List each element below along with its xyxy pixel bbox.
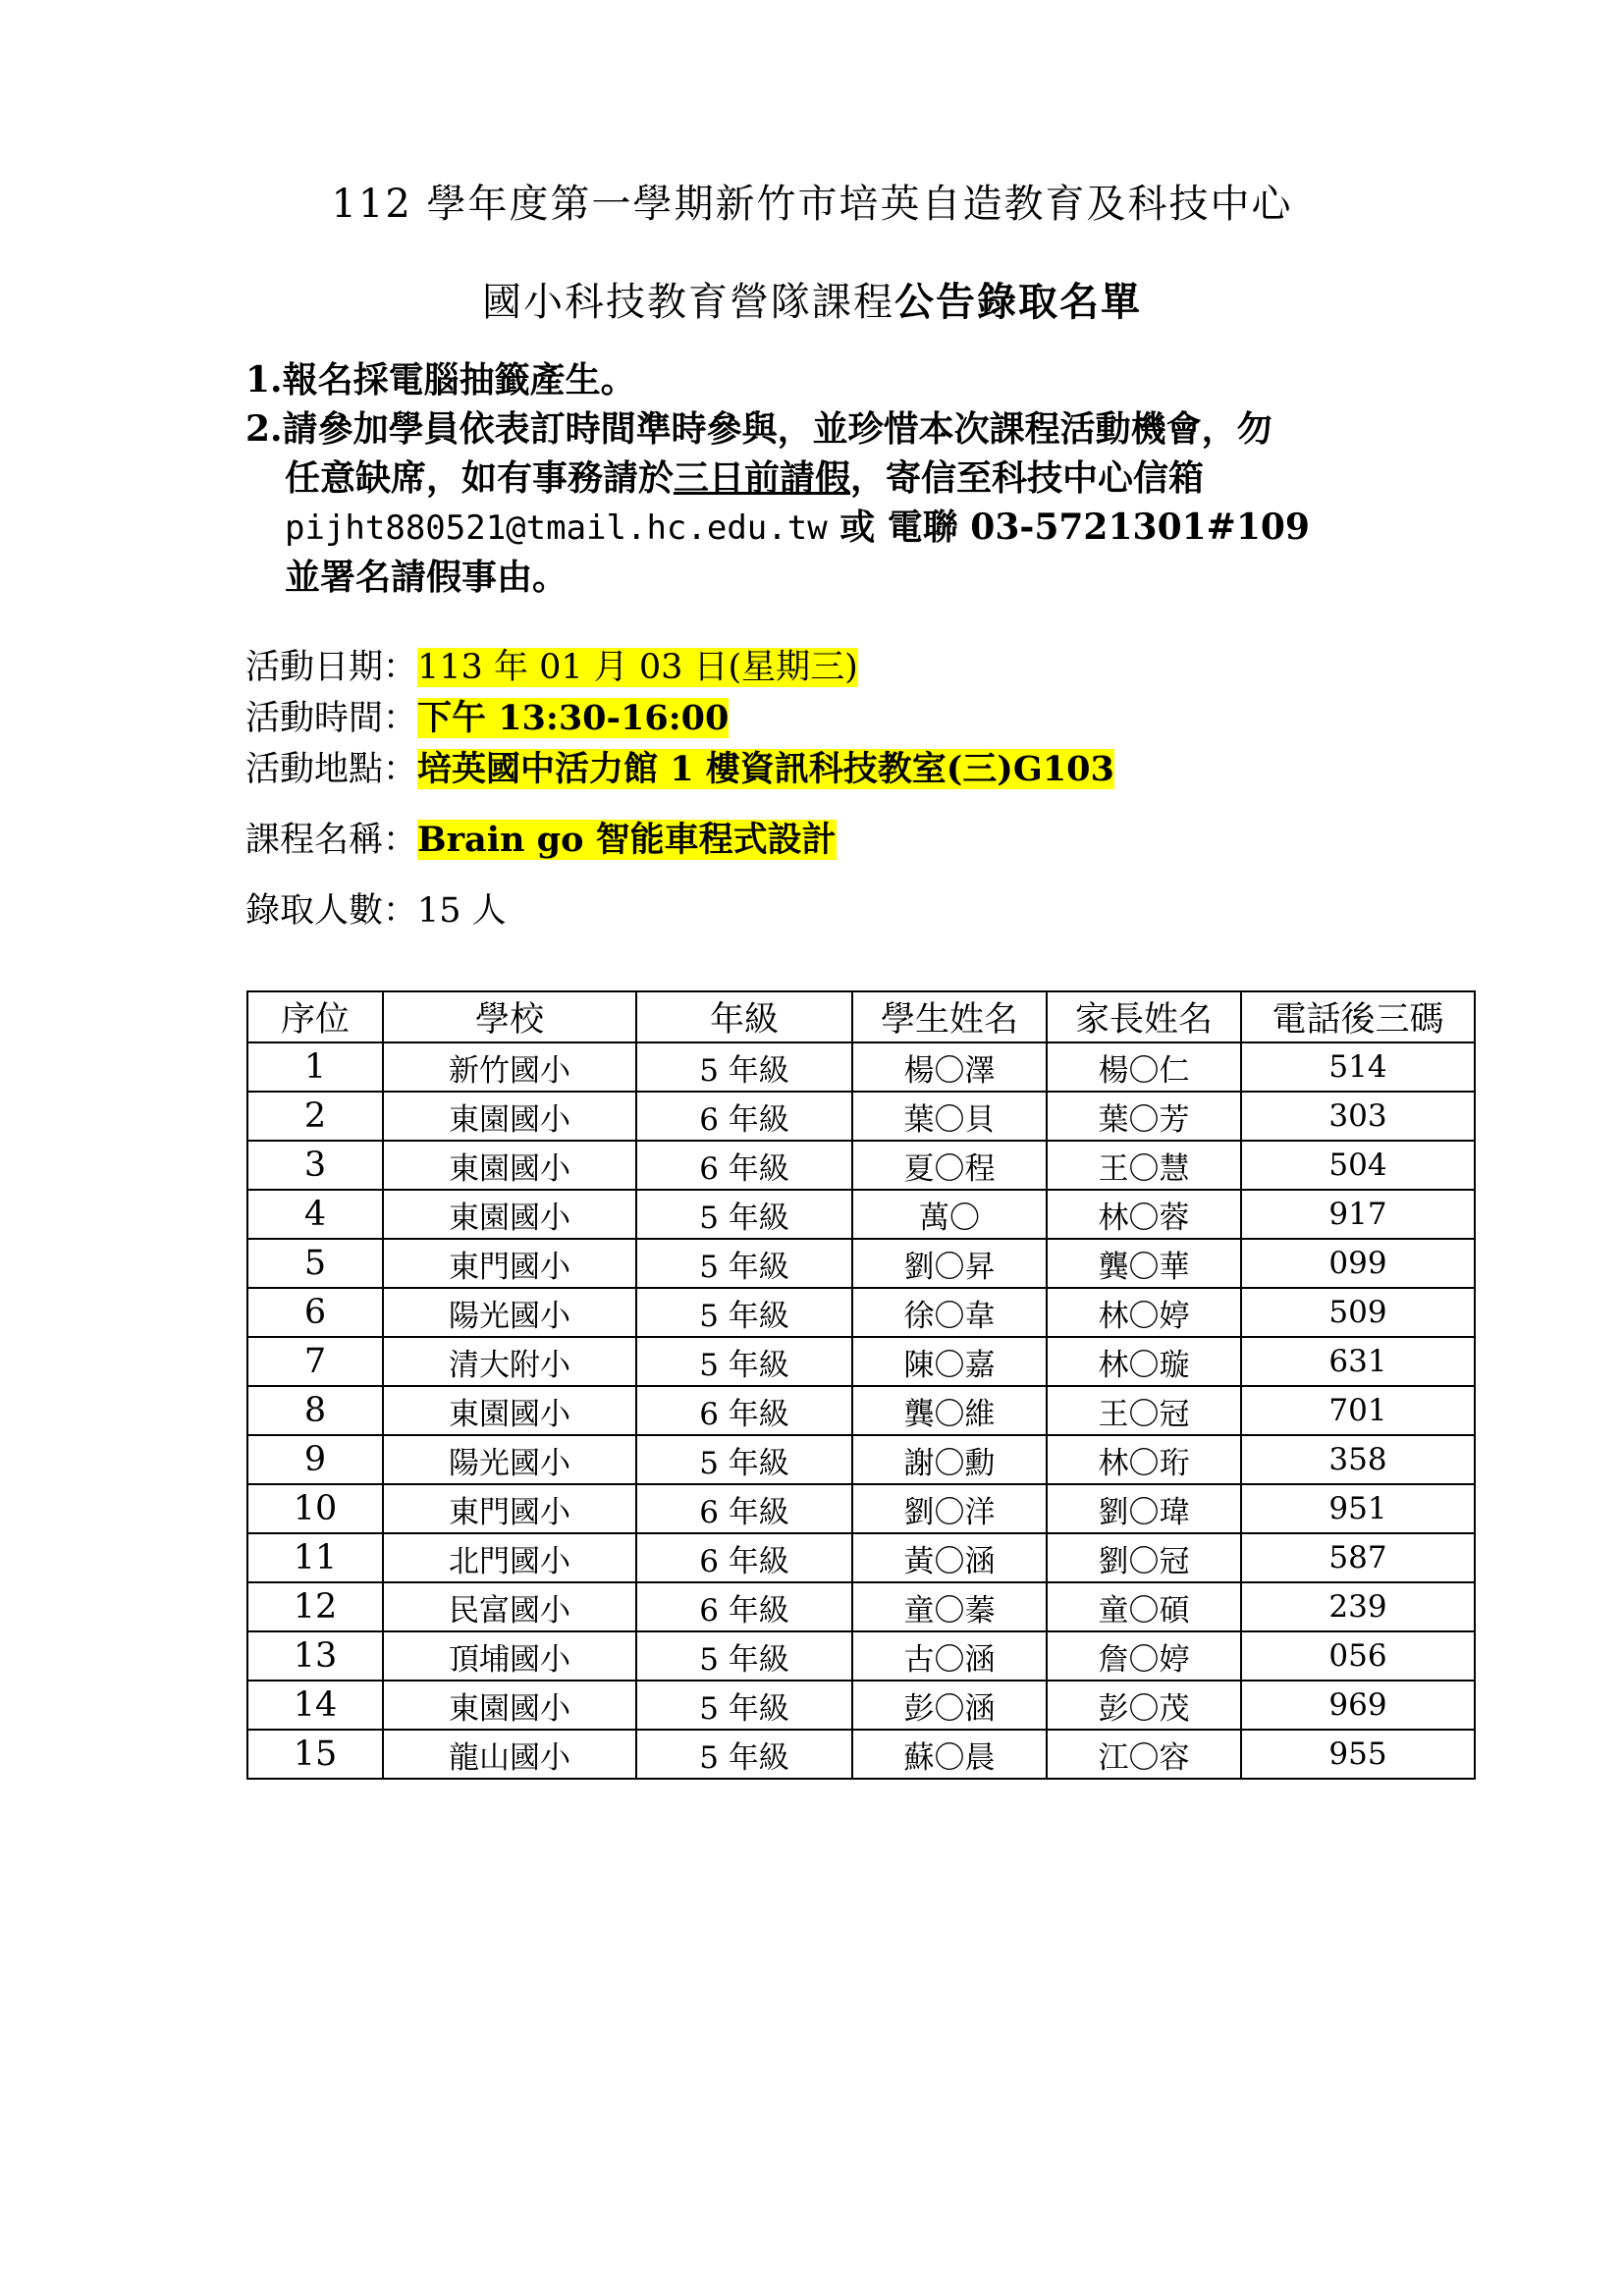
cell-grade: 5 年級 bbox=[636, 1681, 852, 1730]
cell-student-name: 楊〇澤 bbox=[852, 1042, 1047, 1092]
table-row bbox=[247, 1582, 1475, 1631]
cell-grade: 6 年級 bbox=[636, 1141, 852, 1190]
cell-seq: 1 bbox=[247, 1042, 383, 1092]
header-phone-last3: 電話後三碼 bbox=[1241, 991, 1475, 1042]
table-row bbox=[247, 1239, 1475, 1288]
cell-phone-last3: 099 bbox=[1241, 1239, 1475, 1288]
cell-parent-name: 林〇蓉 bbox=[1047, 1190, 1241, 1239]
time-label: 活動時間： bbox=[245, 699, 418, 738]
cell-student-name: 黃〇涵 bbox=[852, 1533, 1047, 1582]
cell-seq: 6 bbox=[247, 1288, 383, 1337]
cell-student-name: 徐〇韋 bbox=[852, 1288, 1047, 1337]
note-1: 1.報名採電腦抽籤產生。 bbox=[245, 359, 636, 400]
cell-seq: 9 bbox=[247, 1435, 383, 1484]
info-date bbox=[245, 644, 858, 691]
note-2-b-underline: 三日前請假 bbox=[674, 457, 851, 499]
cell-seq: 3 bbox=[247, 1141, 383, 1190]
cell-school: 陽光國小 bbox=[383, 1288, 636, 1337]
cell-student-name: 童〇蓁 bbox=[852, 1582, 1047, 1631]
info-count bbox=[245, 887, 507, 934]
cell-school: 東園國小 bbox=[383, 1190, 636, 1239]
cell-phone-last3: 631 bbox=[1241, 1337, 1475, 1386]
count-label: 錄取人數： bbox=[245, 891, 418, 931]
cell-parent-name: 林〇璇 bbox=[1047, 1337, 1241, 1386]
cell-school: 東園國小 bbox=[383, 1092, 636, 1141]
cell-student-name: 彭〇涵 bbox=[852, 1681, 1047, 1730]
cell-phone-last3: 951 bbox=[1241, 1484, 1475, 1533]
header-seq: 序位 bbox=[247, 991, 383, 1042]
cell-phone-last3: 509 bbox=[1241, 1288, 1475, 1337]
cell-seq: 12 bbox=[247, 1582, 383, 1631]
table-row bbox=[247, 1681, 1475, 1730]
cell-phone-last3: 056 bbox=[1241, 1631, 1475, 1681]
count-value: 15 人 bbox=[417, 891, 507, 931]
table-row bbox=[247, 1042, 1475, 1092]
cell-parent-name: 王〇冠 bbox=[1047, 1386, 1241, 1435]
cell-seq: 15 bbox=[247, 1730, 383, 1779]
document-title: 112 學年度第一學期新竹市培英自造教育及科技中心 bbox=[331, 182, 1293, 227]
cell-grade: 5 年級 bbox=[636, 1631, 852, 1681]
cell-seq: 5 bbox=[247, 1239, 383, 1288]
cell-school: 陽光國小 bbox=[383, 1435, 636, 1484]
cell-grade: 5 年級 bbox=[636, 1042, 852, 1092]
info-time bbox=[245, 695, 729, 742]
cell-school: 東門國小 bbox=[383, 1484, 636, 1533]
header-parent-name: 家長姓名 bbox=[1047, 991, 1241, 1042]
place-value: 培英國中活力館 1 樓資訊科技教室(三)G103 bbox=[417, 749, 1114, 789]
cell-student-name: 葉〇貝 bbox=[852, 1092, 1047, 1141]
cell-parent-name: 楊〇仁 bbox=[1047, 1042, 1241, 1092]
cell-grade: 6 年級 bbox=[636, 1092, 852, 1141]
cell-school: 頂埔國小 bbox=[383, 1631, 636, 1681]
cell-school: 新竹國小 bbox=[383, 1042, 636, 1092]
note-2-line-d: 並署名請假事由。 bbox=[285, 557, 568, 598]
cell-phone-last3: 358 bbox=[1241, 1435, 1475, 1484]
table-row bbox=[247, 1386, 1475, 1435]
header-school: 學校 bbox=[383, 991, 636, 1042]
time-value: 下午 13:30-16:00 bbox=[417, 698, 730, 738]
cell-seq: 4 bbox=[247, 1190, 383, 1239]
cell-grade: 5 年級 bbox=[636, 1288, 852, 1337]
cell-student-name: 陳〇嘉 bbox=[852, 1337, 1047, 1386]
cell-parent-name: 詹〇婷 bbox=[1047, 1631, 1241, 1681]
cell-grade: 5 年級 bbox=[636, 1239, 852, 1288]
course-value: Brain go 智能車程式設計 bbox=[417, 820, 837, 860]
table-row bbox=[247, 1190, 1475, 1239]
cell-parent-name: 葉〇芳 bbox=[1047, 1092, 1241, 1141]
cell-school: 清大附小 bbox=[383, 1337, 636, 1386]
cell-parent-name: 劉〇瑋 bbox=[1047, 1484, 1241, 1533]
date-value: 113 年 01 月 03 日(星期三) bbox=[417, 648, 858, 687]
cell-seq: 8 bbox=[247, 1386, 383, 1435]
cell-phone-last3: 917 bbox=[1241, 1190, 1475, 1239]
cell-seq: 7 bbox=[247, 1337, 383, 1386]
cell-student-name: 蘇〇晨 bbox=[852, 1730, 1047, 1779]
cell-grade: 5 年級 bbox=[636, 1190, 852, 1239]
cell-grade: 6 年級 bbox=[636, 1582, 852, 1631]
date-label: 活動日期： bbox=[245, 648, 418, 687]
cell-phone-last3: 955 bbox=[1241, 1730, 1475, 1779]
cell-student-name: 古〇涵 bbox=[852, 1631, 1047, 1681]
cell-grade: 6 年級 bbox=[636, 1533, 852, 1582]
cell-school: 東園國小 bbox=[383, 1141, 636, 1190]
cell-parent-name: 龔〇華 bbox=[1047, 1239, 1241, 1288]
cell-parent-name: 王〇慧 bbox=[1047, 1141, 1241, 1190]
cell-seq: 2 bbox=[247, 1092, 383, 1141]
table-row bbox=[247, 1435, 1475, 1484]
cell-phone-last3: 504 bbox=[1241, 1141, 1475, 1190]
table-header-row bbox=[247, 991, 1475, 1042]
cell-grade: 6 年級 bbox=[636, 1484, 852, 1533]
cell-school: 東門國小 bbox=[383, 1239, 636, 1288]
table-row bbox=[247, 1533, 1475, 1582]
roster-table bbox=[246, 990, 1476, 1780]
cell-seq: 10 bbox=[247, 1484, 383, 1533]
cell-parent-name: 林〇婷 bbox=[1047, 1288, 1241, 1337]
contact-email[interactable]: pijht880521@tmail.hc.edu.tw bbox=[285, 508, 828, 548]
table-row bbox=[247, 1337, 1475, 1386]
cell-seq: 11 bbox=[247, 1533, 383, 1582]
cell-student-name: 夏〇程 bbox=[852, 1141, 1047, 1190]
note-2-b-pre: 任意缺席，如有事務請於 bbox=[285, 457, 675, 499]
cell-grade: 5 年級 bbox=[636, 1435, 852, 1484]
table-row bbox=[247, 1288, 1475, 1337]
place-label: 活動地點： bbox=[245, 750, 418, 789]
cell-phone-last3: 969 bbox=[1241, 1681, 1475, 1730]
cell-parent-name: 彭〇茂 bbox=[1047, 1681, 1241, 1730]
cell-student-name: 龔〇維 bbox=[852, 1386, 1047, 1435]
cell-phone-last3: 701 bbox=[1241, 1386, 1475, 1435]
note-2-line-b bbox=[245, 454, 1424, 503]
cell-seq: 13 bbox=[247, 1631, 383, 1681]
cell-parent-name: 林〇珩 bbox=[1047, 1435, 1241, 1484]
cell-parent-name: 童〇碩 bbox=[1047, 1582, 1241, 1631]
subtitle-bold: 公告錄取名單 bbox=[894, 279, 1142, 325]
cell-student-name: 謝〇勳 bbox=[852, 1435, 1047, 1484]
document-subtitle bbox=[0, 279, 1624, 326]
cell-school: 東園國小 bbox=[383, 1681, 636, 1730]
note-2-b-post: ，寄信至科技中心信箱 bbox=[850, 457, 1205, 499]
cell-phone-last3: 587 bbox=[1241, 1533, 1475, 1582]
notes-section bbox=[245, 355, 1424, 602]
cell-student-name: 劉〇洋 bbox=[852, 1484, 1047, 1533]
cell-school: 龍山國小 bbox=[383, 1730, 636, 1779]
table-row bbox=[247, 1141, 1475, 1190]
cell-parent-name: 江〇容 bbox=[1047, 1730, 1241, 1779]
cell-grade: 5 年級 bbox=[636, 1337, 852, 1386]
note-2-line-c bbox=[245, 503, 1424, 553]
cell-phone-last3: 239 bbox=[1241, 1582, 1475, 1631]
cell-student-name: 萬〇 bbox=[852, 1190, 1047, 1239]
cell-grade: 6 年級 bbox=[636, 1386, 852, 1435]
cell-phone-last3: 303 bbox=[1241, 1092, 1475, 1141]
note-2-line-a: 2.請參加學員依表訂時間準時參與，並珍惜本次課程活動機會，勿 bbox=[245, 408, 1272, 450]
header-grade: 年級 bbox=[636, 991, 852, 1042]
table-row bbox=[247, 1484, 1475, 1533]
subtitle-plain: 國小科技教育營隊課程 bbox=[482, 280, 894, 325]
cell-school: 北門國小 bbox=[383, 1533, 636, 1582]
table-row bbox=[247, 1631, 1475, 1681]
cell-parent-name: 劉〇冠 bbox=[1047, 1533, 1241, 1582]
info-course bbox=[245, 817, 837, 864]
cell-seq: 14 bbox=[247, 1681, 383, 1730]
cell-phone-last3: 514 bbox=[1241, 1042, 1475, 1092]
header-student-name: 學生姓名 bbox=[852, 991, 1047, 1042]
info-place bbox=[245, 746, 1114, 793]
cell-grade: 5 年級 bbox=[636, 1730, 852, 1779]
cell-school: 民富國小 bbox=[383, 1582, 636, 1631]
course-label: 課程名稱： bbox=[245, 821, 418, 860]
note-2-c-rest: 或 電聯 03-5721301#109 bbox=[827, 507, 1310, 548]
cell-student-name: 劉〇昇 bbox=[852, 1239, 1047, 1288]
table-row bbox=[247, 1092, 1475, 1141]
table-body bbox=[247, 1042, 1475, 1779]
cell-school: 東園國小 bbox=[383, 1386, 636, 1435]
table-row bbox=[247, 1730, 1475, 1779]
